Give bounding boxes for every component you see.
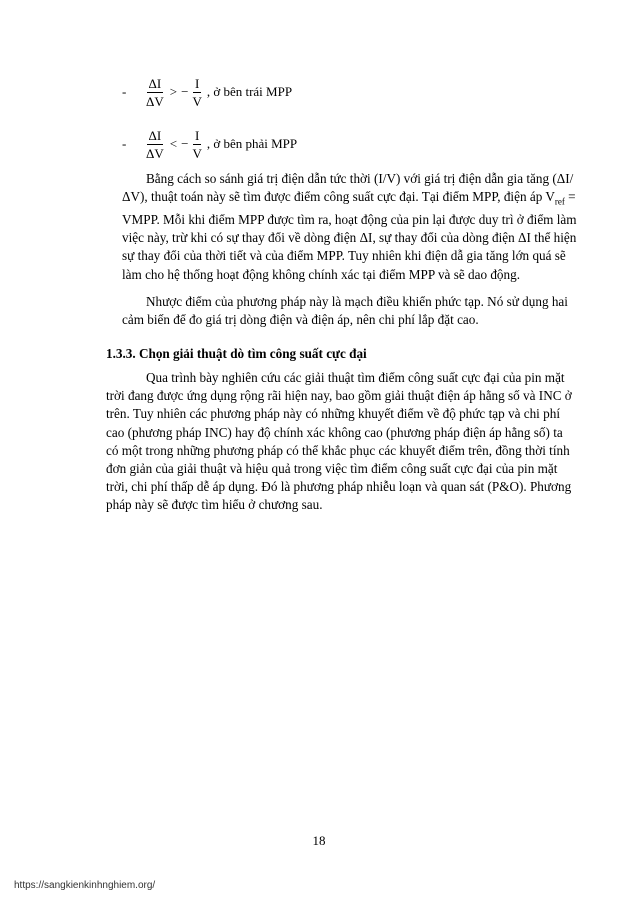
page-number: 18	[312, 833, 326, 848]
list-dash: -	[122, 136, 127, 151]
subscript-ref: ref	[554, 196, 565, 207]
footer-url: https://sangkienkinhnghiem.org/	[14, 880, 156, 891]
fraction-delta-i-over-delta-v	[144, 129, 166, 160]
paragraph-text: = VMPP. Mỗi khi điểm MPP được tìm ra, hoạt động của pin lại được duy trì ở điểm làm việc này, trừ khi có sự thay đổi về dòng điện ΔI, sự thay đổi của dòng điện ΔI thể hiện sự thay đổi của thời tiết và của điểm MPP. Tuy nhiên khi điện dẫ gia tăng lớn quá sẽ làm cho hệ thống hoạt động không chính xác tại điểm MPP và sẽ dao động.	[122, 189, 577, 282]
paragraph-algorithm-choice: Qua trình bày nghiên cứu các giải thuật tìm điểm công suất cực đại của pin mặt trời đang được ứng dụng rộng rãi hiện nay, bao gồm giải thuật điện áp hằng số và INC ở trên. Tuy nhiên các phương pháp này có những khuyết điểm về độ phức tạp và chi phí cao (phương pháp INC) hay độ chính xác không cao (phương pháp điện áp hằng số) ta có một trong những phương pháp có thể khắc phục các khuyết điểm trên, đồng thời tính đơn giản của giải thuật và hiệu quả trong việc tìm điểm công suất cực đại của pin mặt trời, chi phí thấp dễ áp dụng. Đó là phương pháp nhiễu loạn và quan sát (P&O). Phương pháp này sẽ được tìm hiểu ở chương sau.	[106, 370, 572, 513]
fraction-delta-i-over-delta-v	[144, 77, 166, 108]
fraction-denominator: V	[192, 145, 202, 161]
inequality-comment: , ở bên trái MPP	[206, 84, 293, 99]
fraction-numerator: I	[194, 75, 200, 91]
fraction-i-over-v	[190, 129, 203, 160]
inequality-operator: >	[169, 84, 178, 99]
fraction-numerator: ΔI	[148, 127, 162, 143]
section-heading: 1.3.3. Chọn giải thuật dò tìm công suất cực đại	[106, 346, 367, 361]
fraction-i-over-v	[190, 77, 203, 108]
minus-sign: −	[181, 84, 189, 99]
inequality-left-of-mpp	[122, 70, 292, 114]
list-dash: -	[122, 84, 127, 99]
inequality-comment: , ở bên phải MPP	[206, 136, 298, 151]
inequality-operator: <	[169, 136, 178, 151]
fraction-numerator: ΔI	[148, 75, 162, 91]
paragraph-text: Bằng cách so sánh giá trị điện dẫn tức thời (I/V) với giá trị điện dẫn gia tăng (ΔI/ ΔV), thuật toán này sẽ tìm được điểm công suất cực đại. Tại điểm MPP, điện áp V	[122, 171, 574, 205]
inequality-right-of-mpp	[122, 122, 297, 166]
fraction-denominator: V	[192, 93, 202, 109]
fraction-denominator: ΔV	[146, 145, 164, 161]
paragraph-incremental-conductance	[122, 170, 577, 284]
paragraph-disadvantage: Nhược điểm của phương pháp này là mạch điều khiển phức tạp. Nó sử dụng hai cảm biến để đo giá trị dòng điện và điện áp, nên chi phí lắp đặt cao.	[122, 294, 568, 328]
minus-sign: −	[181, 136, 189, 151]
fraction-denominator: ΔV	[146, 93, 164, 109]
fraction-numerator: I	[194, 127, 200, 143]
